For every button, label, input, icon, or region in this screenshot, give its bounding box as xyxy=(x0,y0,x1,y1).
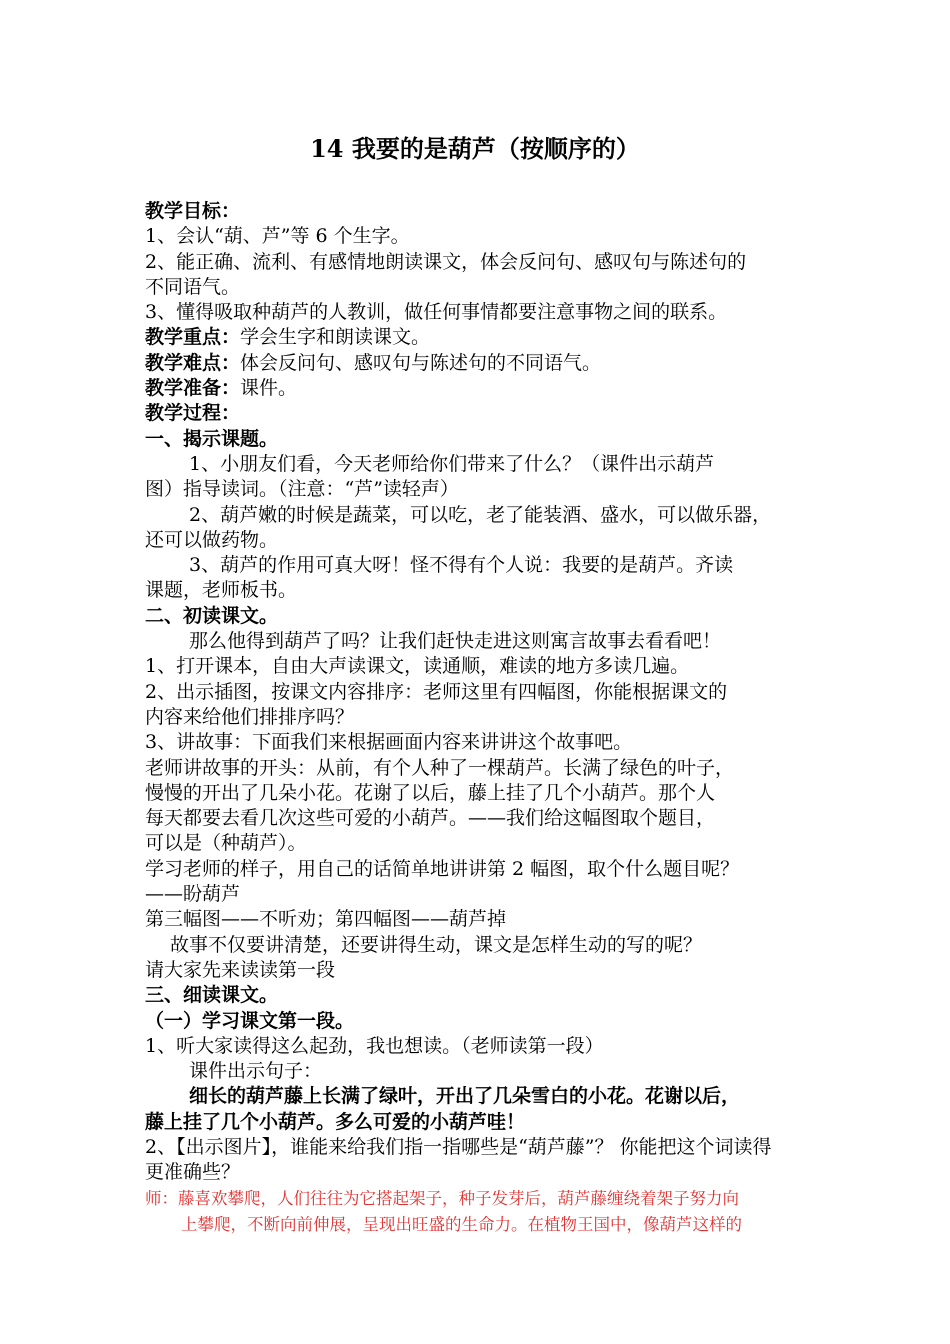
text-run: 1、会认“葫、芦”等 6 个生字。 xyxy=(145,225,410,248)
text-line xyxy=(145,857,825,882)
bold-text: 教学过程： xyxy=(145,402,241,425)
bold-text: 教学目标： xyxy=(145,200,241,222)
text-run: 更准确些？ xyxy=(145,1161,241,1184)
text-line xyxy=(145,1059,825,1084)
text-line xyxy=(145,1160,825,1185)
text-line xyxy=(145,730,825,755)
text-run: 第三幅图——不听劝；第四幅图——葫芦掉 xyxy=(145,908,507,931)
text-line xyxy=(145,477,825,502)
text-line xyxy=(145,983,825,1008)
text-run: 故事不仅要讲清楚，还要讲得生动，课文是怎样生动的写的呢？ xyxy=(170,933,703,956)
text-line xyxy=(145,1110,825,1135)
text-line xyxy=(145,325,825,350)
text-run: 每天都要去看几次这些可爱的小葫芦。——我们给这幅图取个题目， xyxy=(145,807,716,830)
text-run: 3、葫芦的作用可真大呀！怪不得有个人说：我要的是葫芦。齐读 xyxy=(189,554,734,577)
text-line xyxy=(145,907,825,932)
text-line xyxy=(145,250,825,275)
text-run: 1、小朋友们看，今天老师给你们带来了什么？（课件出示葫芦 xyxy=(189,452,715,475)
text-run: 1、听大家读得这么起劲，我也想读。（老师读第一段） xyxy=(145,1034,604,1057)
text-line xyxy=(145,275,825,300)
text-line xyxy=(145,1034,825,1059)
text-run: 那么他得到葫芦了吗？让我们赶快走进这则寓言故事去看看吧！ xyxy=(189,630,722,653)
text-run: 学习老师的样子，用自己的话简单地讲讲第 2 幅图，取个什么题目呢？ xyxy=(145,857,740,880)
bold-text: 教学准备： xyxy=(145,377,241,400)
text-line xyxy=(145,1084,825,1109)
text-run: 老师讲故事的开头：从前，有个人种了一棵葫芦。长满了绿色的叶子， xyxy=(145,756,735,779)
bold-text: （一）学习课文第一段。 xyxy=(145,1009,355,1032)
text-line xyxy=(145,831,825,856)
text-line xyxy=(145,427,825,452)
text-line xyxy=(145,452,825,477)
text-run: 可以是（种葫芦）。 xyxy=(145,832,307,855)
text-line xyxy=(145,503,825,528)
text-run: 3、懂得吸取种葫芦的人教训，做任何事情都要注意事物之间的联系。 xyxy=(145,301,728,324)
text-run: ——盼葫芦 xyxy=(145,883,241,906)
text-run: 课件出示句子： xyxy=(189,1060,323,1083)
bold-text: 教学难点： xyxy=(145,351,241,374)
text-run: 2、出示插图，按课文内容排序：老师这里有四幅图，你能根据课文的 xyxy=(145,680,728,703)
text-run: 课题，老师板书。 xyxy=(145,579,298,602)
text-line xyxy=(145,654,825,679)
text-run: 学会生字和朗读课文。 xyxy=(240,326,431,349)
text-run: 请大家先来读读第一段 xyxy=(145,958,336,981)
text-run: 图）指导读词。（注意：“芦”读轻声） xyxy=(145,478,459,501)
text-line xyxy=(145,933,825,958)
text-line xyxy=(145,1009,825,1034)
text-run: 还可以做药物。 xyxy=(145,528,279,551)
text-line xyxy=(145,528,825,553)
text-line xyxy=(145,882,825,907)
text-run: 体会反问句、感叹句与陈述句的不同语气。 xyxy=(240,351,602,374)
text-line xyxy=(145,1135,825,1160)
text-line xyxy=(145,553,825,578)
text-run: 2、【出示图片】，谁能来给我们指一指哪些是“葫芦藤”？ 你能把这个词读得 xyxy=(145,1135,772,1158)
text-line xyxy=(145,781,825,806)
text-run: 慢慢的开出了几朵小花。花谢了以后，藤上挂了几个小葫芦。那个人 xyxy=(145,781,716,804)
text-line xyxy=(145,756,825,781)
text-run: 2、能正确、流利、有感情地朗读课文，体会反问句、感叹句与陈述句的 xyxy=(145,250,747,273)
text-line xyxy=(145,806,825,831)
teacher-note-line: 上攀爬，不断向前伸展，呈现出旺盛的生命力。在植物王国中，像葫芦这样的 xyxy=(181,1214,742,1234)
text-run: 不同语气。 xyxy=(145,275,241,298)
text-line xyxy=(145,604,825,629)
bold-text: 教学重点： xyxy=(145,326,241,349)
bold-text: 一、揭示课题。 xyxy=(145,427,279,450)
text-line xyxy=(145,705,825,730)
page-title: 14 我要的是葫芦（按顺序的） xyxy=(310,134,640,163)
bold-text: 细长的葫芦藤上长满了绿叶，开出了几朵雪白的小花。花谢以后， xyxy=(189,1085,741,1108)
text-line xyxy=(145,401,825,426)
bold-text: 三、细读课文。 xyxy=(145,984,279,1007)
text-line xyxy=(145,629,825,654)
text-line xyxy=(145,376,825,401)
text-line xyxy=(145,578,825,603)
text-run: 内容来给他们排排序吗？ xyxy=(145,705,355,728)
text-line xyxy=(145,199,825,224)
text-run: 课件。 xyxy=(240,377,298,400)
text-line xyxy=(145,224,825,249)
bold-text: 藤上挂了几个小葫芦。多么可爱的小葫芦哇！ xyxy=(145,1110,526,1133)
text-line xyxy=(145,300,825,325)
text-run: 3、讲故事：下面我们来根据画面内容来讲讲这个故事吧。 xyxy=(145,731,633,754)
text-run: 2、葫芦嫩的时候是蔬菜，可以吃，老了能装酒、盛水，可以做乐器， xyxy=(189,503,772,526)
text-line xyxy=(145,351,825,376)
bold-text: 二、初读课文。 xyxy=(145,604,279,627)
document-body xyxy=(145,199,825,1238)
text-line xyxy=(145,680,825,705)
text-run: 1、打开课本，自由大声读课文，读通顺，难读的地方多读几遍。 xyxy=(145,655,690,678)
teacher-note-line: 师：藤喜欢攀爬，人们往往为它搭起架子，种子发芽后，葫芦藤缠绕着架子努力向 xyxy=(145,1188,739,1208)
text-line xyxy=(145,958,825,983)
